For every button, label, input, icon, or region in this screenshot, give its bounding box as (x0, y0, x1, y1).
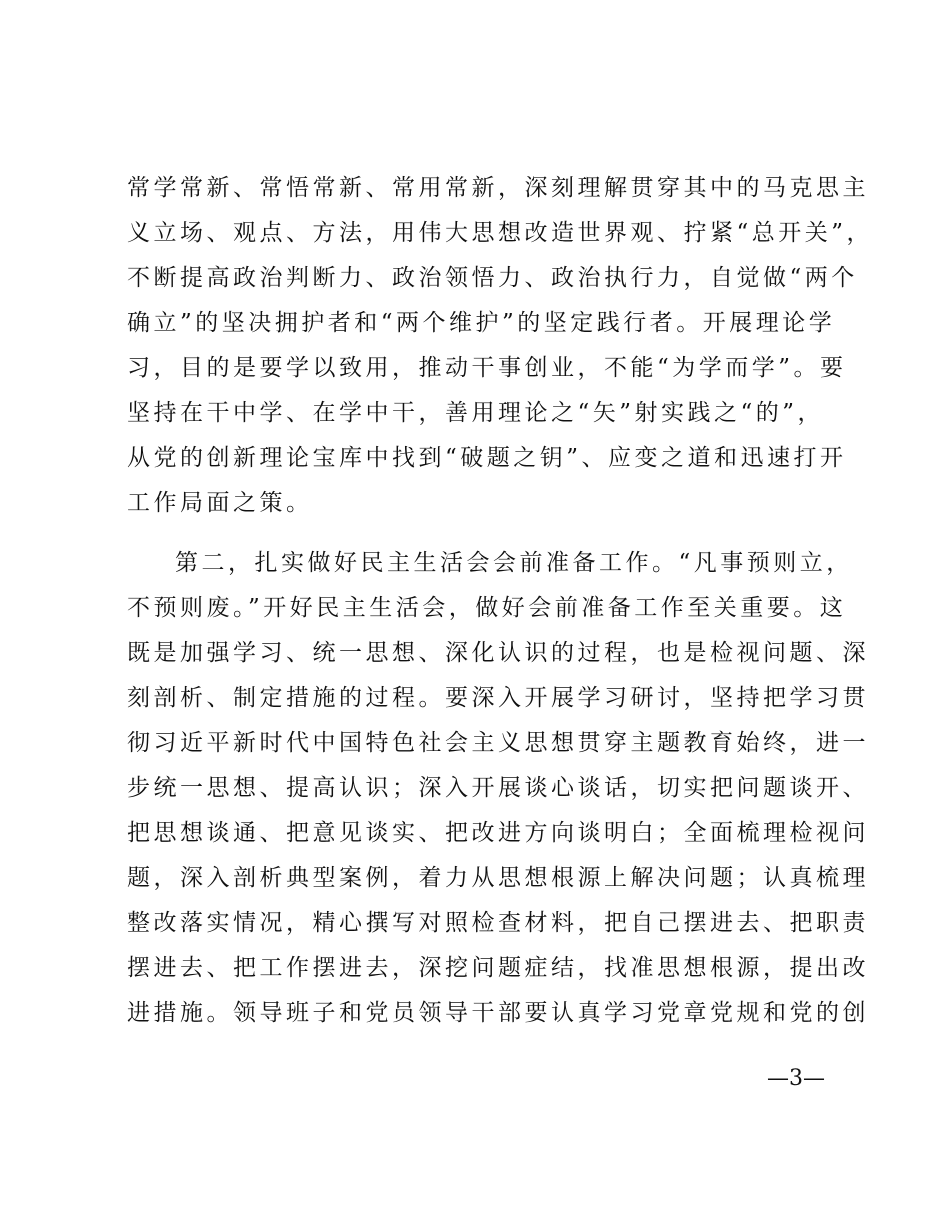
text-line: 第二，扎实做好民主生活会会前准备工作。“凡事预则立， (175, 550, 853, 576)
text-line: 不断提高政治判断力、政治领悟力、政治执行力，自觉做“两个 (127, 265, 858, 291)
text-line: 坚持在干中学、在学中干，善用理论之“矢”射实践之“的”， (127, 400, 825, 426)
text-line: 工作局面之策。 (127, 490, 313, 516)
text-line: 进措施。领导班子和党员领导干部要认真学习党章党规和党的创 (127, 1000, 869, 1026)
text-line: 彻习近平新时代中国特色社会主义思想贯穿主题教育始终，进一 (127, 730, 869, 756)
text-line: 把思想谈通、把意见谈实、把改进方向谈明白；全面梳理检视问 (127, 820, 869, 846)
page-number: —3— (767, 1066, 825, 1091)
text-line: 摆进去、把工作摆进去，深挖问题症结，找准思想根源，提出改 (127, 955, 869, 981)
text-line: 刻剖析、制定措施的过程。要深入开展学习研讨，坚持把学习贯 (127, 685, 869, 711)
text-line: 义立场、观点、方法，用伟大思想改造世界观、拧紧“总开关”， (127, 220, 874, 246)
text-line: 整改落实情况，精心撰写对照检查材料，把自己摆进去、把职责 (127, 910, 869, 936)
text-line: 不预则废。”开好民主生活会，做好会前准备工作至关重要。这 (127, 595, 847, 621)
text-line: 常学常新、常悟常新、常用常新，深刻理解贯穿其中的马克思主 (127, 175, 869, 201)
text-line: 习，目的是要学以致用，推动干事创业，不能“为学而学”。要 (127, 355, 847, 381)
text-line: 题，深入剖析典型案例，着力从思想根源上解决问题；认真梳理 (127, 865, 869, 891)
text-line: 从党的创新理论宝库中找到“破题之钥”、应变之道和迅速打开 (127, 445, 847, 471)
text-line: 既是加强学习、统一思想、深化认识的过程，也是检视问题、深 (127, 640, 869, 666)
text-line: 确立”的坚决拥护者和“两个维护”的坚定践行者。开展理论学 (127, 310, 836, 336)
text-line: 步统一思想、提高认识；深入开展谈心谈话，切实把问题谈开、 (127, 775, 869, 801)
